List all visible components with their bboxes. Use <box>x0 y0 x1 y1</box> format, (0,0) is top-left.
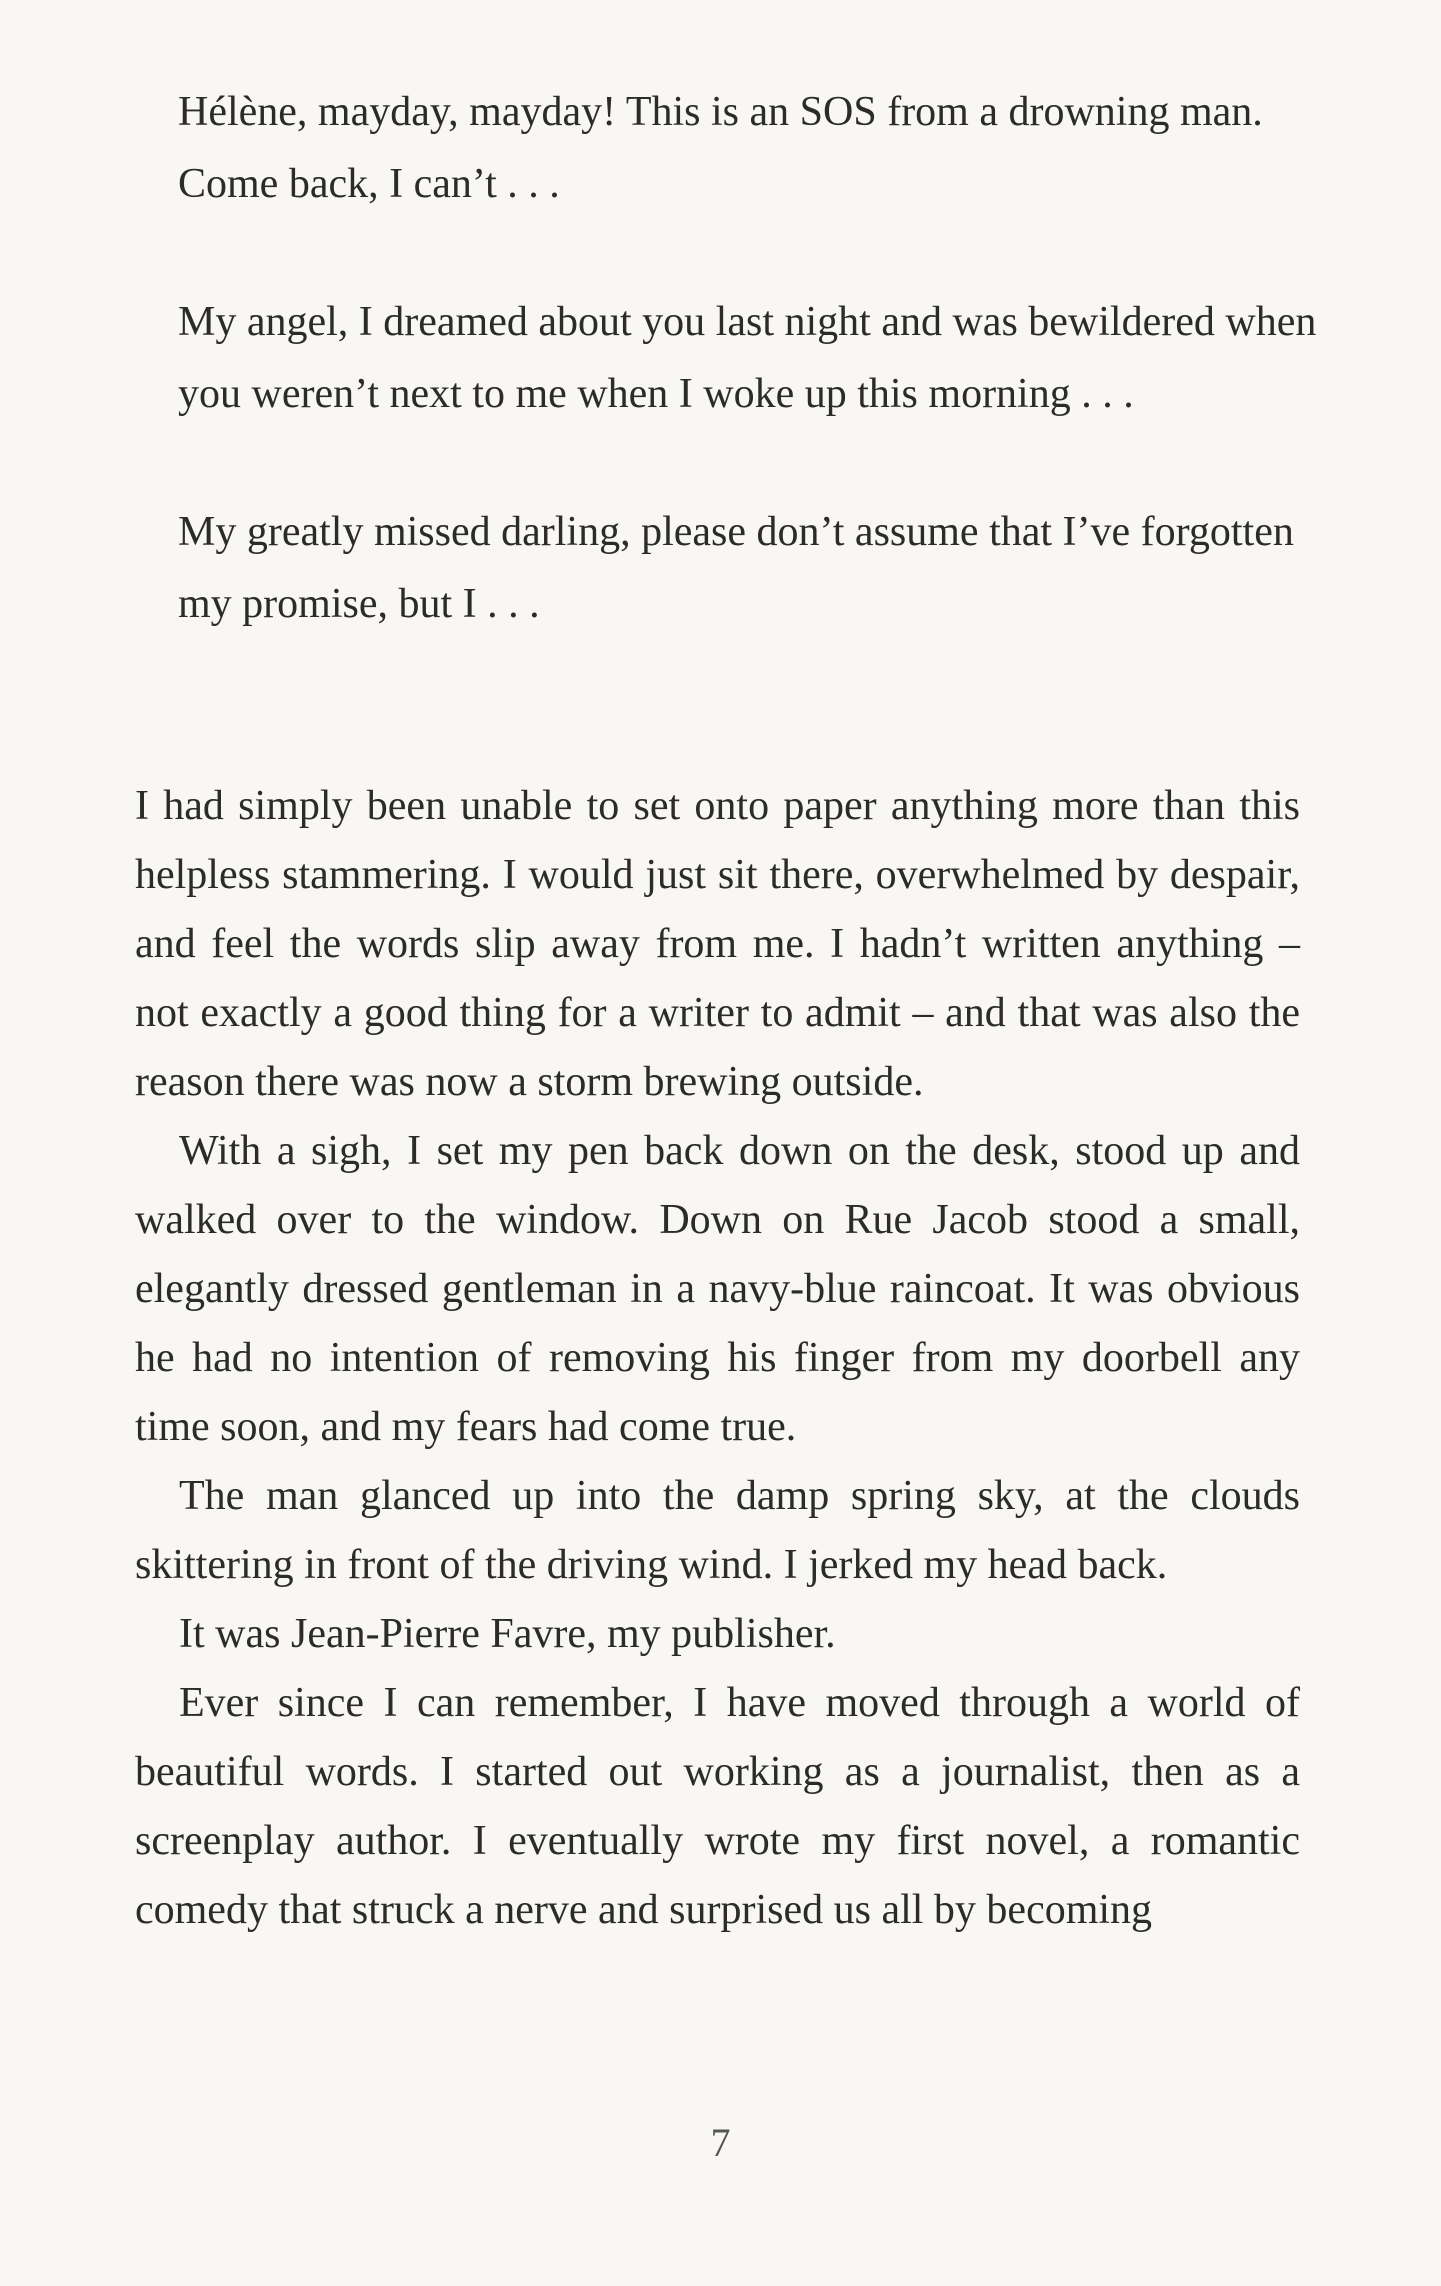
letter-drafts <box>178 76 1318 706</box>
paragraph-2: With a sigh, I set my pen back down on the desk, stood up and walked over to the window. Down on Rue Jacob stood a small, elegantly dressed gentleman in a navy-blue raincoat. It was obvious he had no intention of removing his finger from my doorbell any time soon, and my fears had come true. <box>135 1128 1300 1450</box>
page-number: 7 <box>710 2120 731 2165</box>
paragraph-4: It was Jean-Pierre Favre, my publisher. <box>179 1611 836 1657</box>
paragraph-5: Ever since I can remember, I have moved through a world of beautiful words. I started out working as a journalist, then as a screenplay author. I eventually wrote my first novel, a romantic comedy that struck a nerve and surprised us all by becoming <box>135 1680 1300 1933</box>
body-text <box>135 772 1300 1945</box>
letter-draft-1: Hélène, mayday, mayday! This is an SOS from a drowning man. Come back, I can’t . . . <box>178 89 1263 207</box>
letter-draft-2: My angel, I dreamed about you last night and was bewildered when you weren’t next to me when I woke up this morning . . . <box>178 299 1317 417</box>
paragraph-3: The man glanced up into the damp spring sky, at the clouds skittering in front of the driving wind. I jerked my head back. <box>135 1473 1300 1588</box>
paragraph-1: I had simply been unable to set onto paper anything more than this helpless stammering. I would just sit there, overwhelmed by despair, and feel the words slip away from me. I hadn’t written anything – not exactly a good thing for a writer to admit – and that was also the reason there was now a storm brewing outside. <box>135 783 1300 1105</box>
letter-draft-3: My greatly missed darling, please don’t assume that I’ve forgotten my promise, but I . . . <box>178 509 1294 627</box>
